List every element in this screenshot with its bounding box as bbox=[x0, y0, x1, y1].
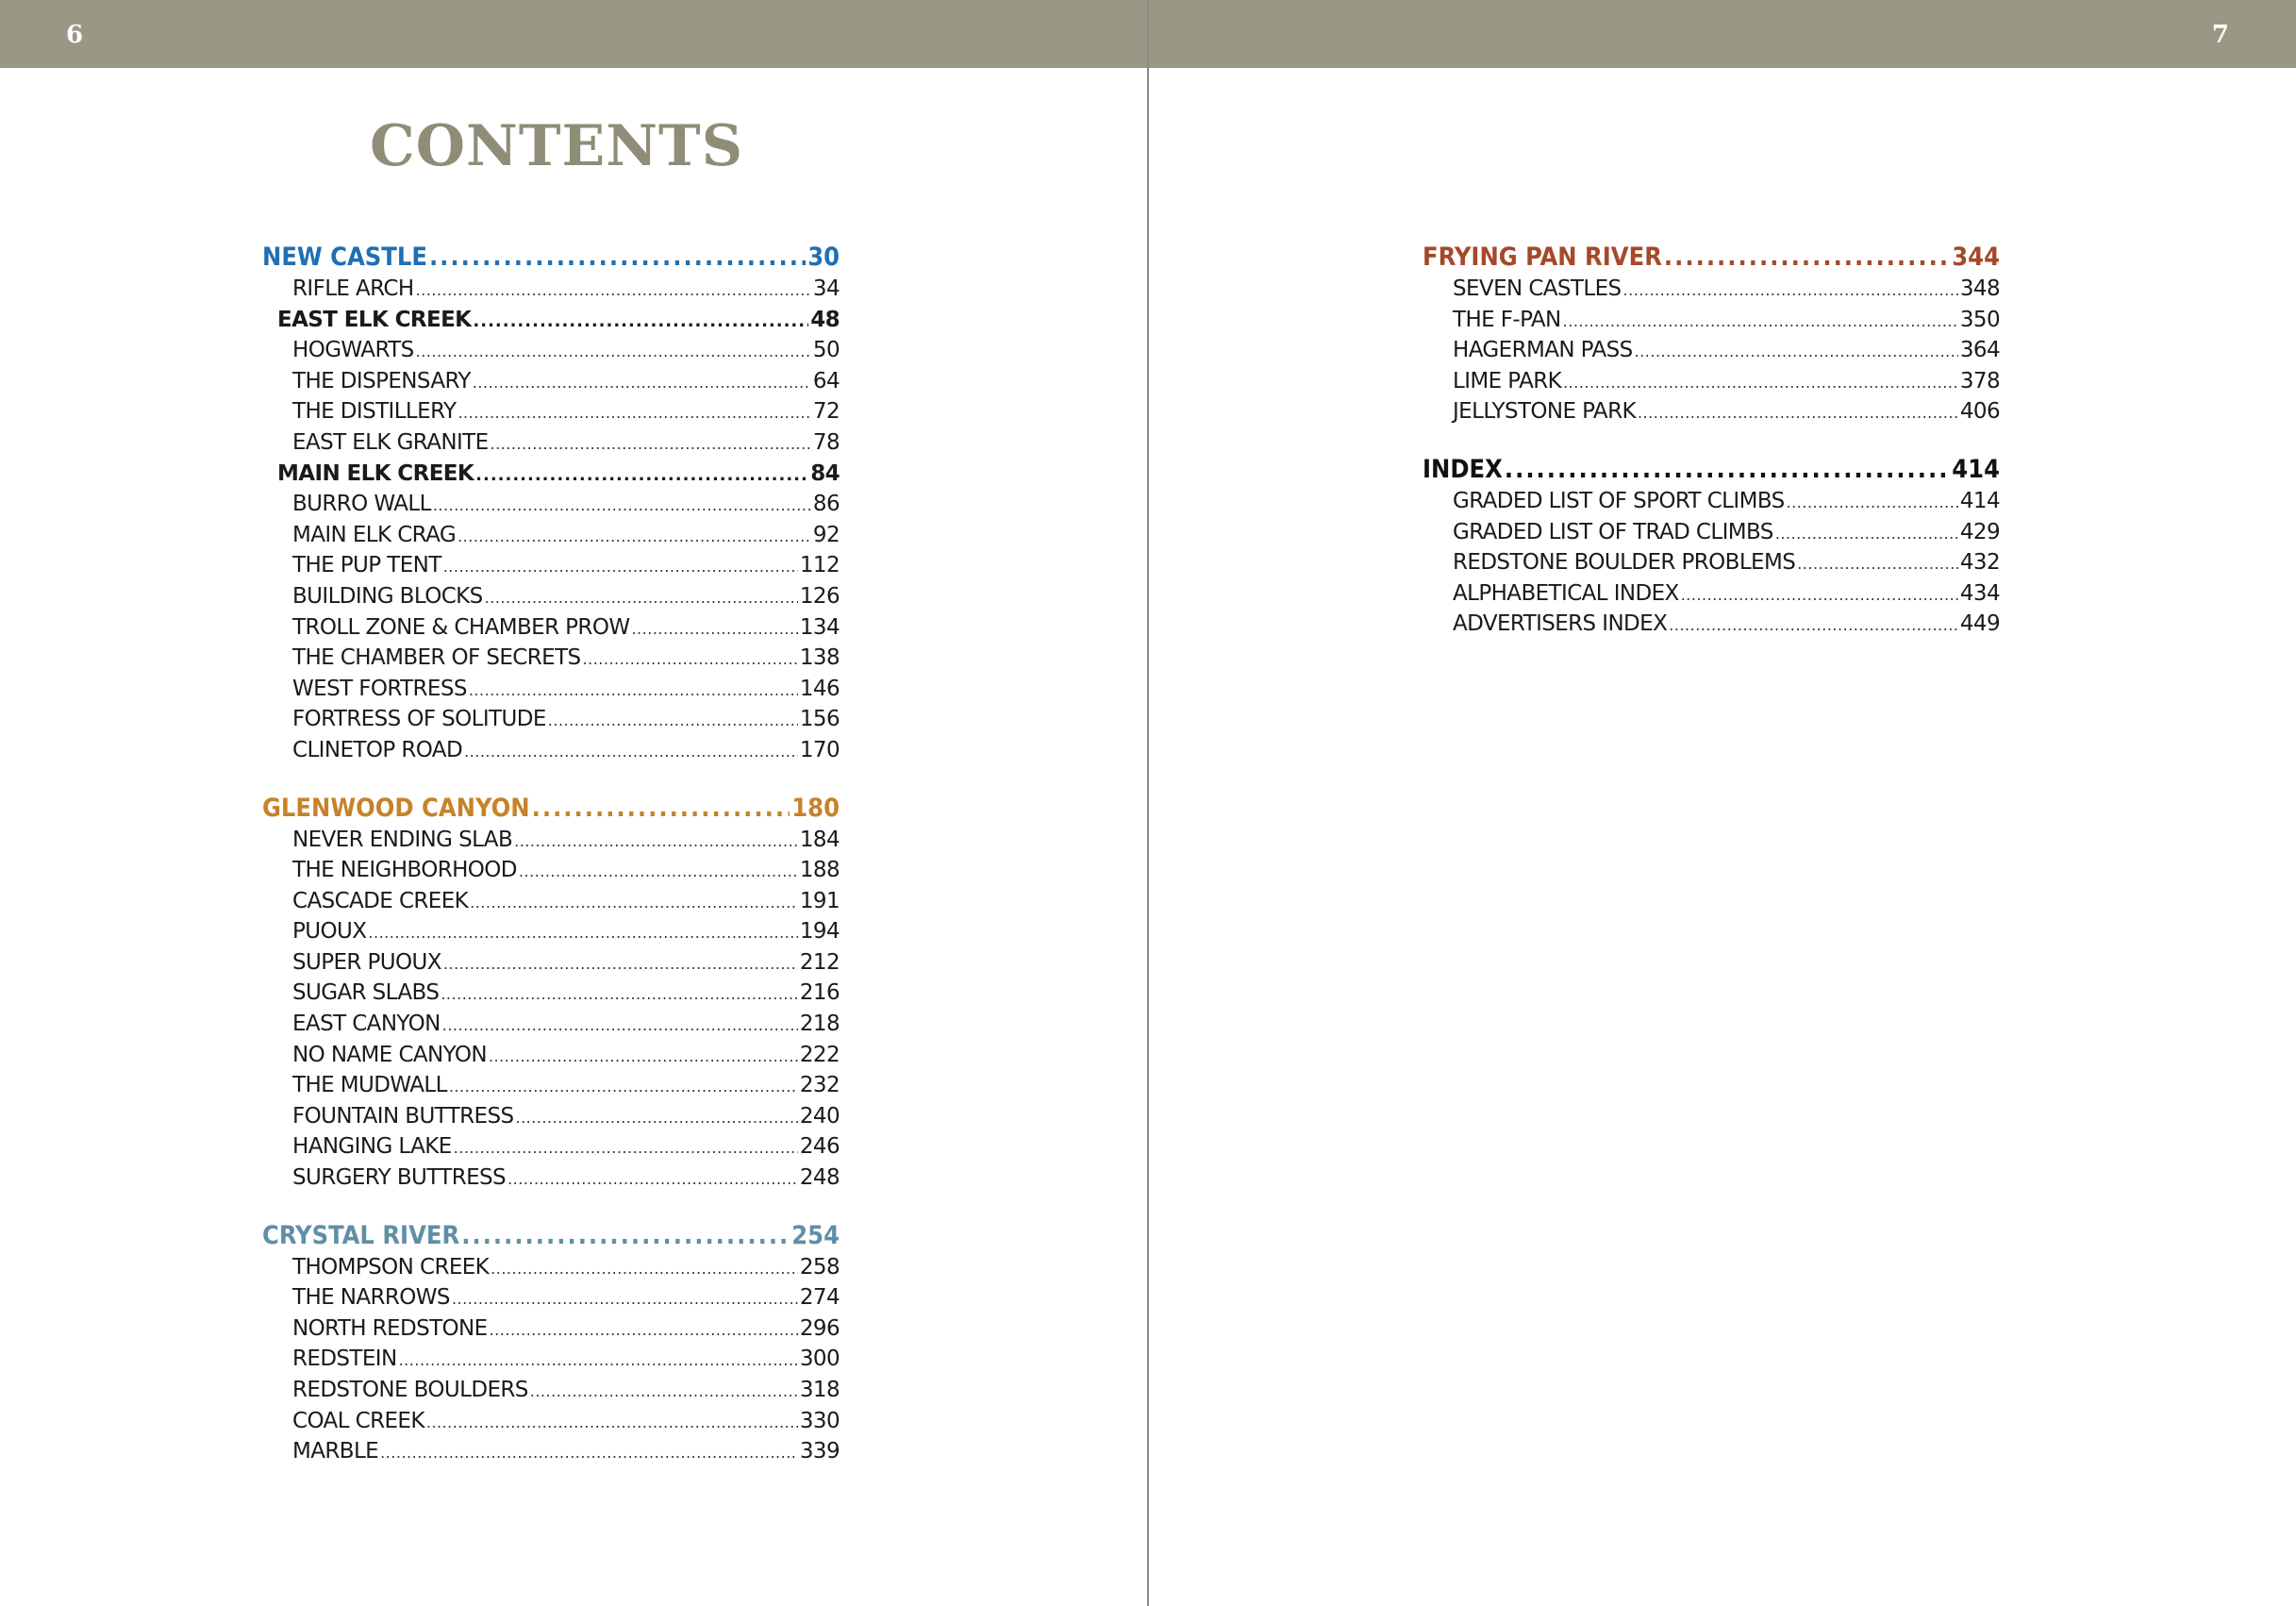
entry-page-number: 429 bbox=[1959, 519, 2000, 544]
dot-leader bbox=[532, 792, 790, 826]
entry-page-number: 296 bbox=[799, 1315, 840, 1341]
toc-entry-redstone-boulder-problems[interactable] bbox=[1423, 548, 2000, 579]
entry-page-number: 78 bbox=[812, 429, 840, 455]
entry-label: THE CHAMBER OF SECRETS bbox=[292, 645, 581, 671]
entry-page-number: 194 bbox=[799, 919, 840, 945]
entry-label: INDEX bbox=[1423, 454, 1503, 484]
dot-leader bbox=[1563, 308, 1958, 337]
entry-label: JELLYSTONE PARK bbox=[1453, 399, 1636, 425]
entry-label: MARBLE bbox=[292, 1439, 379, 1464]
entry-page-number: 216 bbox=[799, 980, 840, 1006]
toc-entry-lime-park[interactable] bbox=[1423, 367, 2000, 398]
entry-page-number: 180 bbox=[791, 793, 840, 823]
entry-page-number: 84 bbox=[810, 460, 840, 486]
dot-leader bbox=[1669, 611, 1958, 641]
dot-leader bbox=[469, 677, 798, 706]
dot-leader bbox=[489, 1043, 798, 1072]
dot-leader bbox=[530, 1378, 798, 1407]
entry-page-number: 330 bbox=[799, 1408, 840, 1433]
dot-leader bbox=[473, 369, 811, 398]
entry-page-number: 156 bbox=[799, 707, 840, 732]
entry-label: FRYING PAN RIVER bbox=[1423, 243, 1662, 272]
entry-page-number: 300 bbox=[799, 1347, 840, 1372]
entry-page-number: 434 bbox=[1959, 580, 2000, 606]
entry-label: REDSTEIN bbox=[292, 1347, 397, 1372]
toc-heading-new-castle[interactable] bbox=[262, 241, 840, 275]
left-page bbox=[0, 0, 1147, 1606]
dot-leader bbox=[548, 707, 798, 736]
entry-page-number: 414 bbox=[1952, 454, 2000, 484]
toc-entry-the-f-pan[interactable] bbox=[1423, 306, 2000, 337]
toc-heading-index[interactable] bbox=[1423, 453, 2000, 487]
entry-page-number: 50 bbox=[812, 338, 840, 363]
dot-leader bbox=[416, 338, 811, 367]
entry-page-number: 86 bbox=[812, 492, 840, 517]
toc-entry-main-elk-crag[interactable] bbox=[262, 521, 840, 552]
entry-label: FORTRESS OF SOLITUDE bbox=[292, 707, 546, 732]
entry-page-number: 364 bbox=[1959, 338, 2000, 363]
toc-entry-the-neighborhood[interactable] bbox=[262, 856, 840, 887]
toc-entry-redstein[interactable] bbox=[262, 1345, 840, 1376]
entry-page-number: 348 bbox=[1959, 276, 2000, 301]
dot-leader bbox=[399, 1347, 798, 1376]
entry-label: WEST FORTRESS bbox=[292, 676, 467, 701]
entry-label: NORTH REDSTONE bbox=[292, 1315, 488, 1341]
toc-entry-hogwarts[interactable] bbox=[262, 336, 840, 367]
entry-label: GLENWOOD CANYON bbox=[262, 793, 530, 823]
entry-page-number: 146 bbox=[799, 676, 840, 701]
entry-label: THE PUP TENT bbox=[292, 553, 441, 578]
entry-page-number: 48 bbox=[810, 307, 840, 332]
entry-page-number: 350 bbox=[1959, 307, 2000, 332]
toc-entry-burro-wall[interactable] bbox=[262, 490, 840, 521]
dot-leader bbox=[368, 919, 797, 948]
entry-label: EAST ELK GRANITE bbox=[292, 429, 489, 455]
toc-entry-alphabetical-index[interactable] bbox=[1423, 579, 2000, 611]
dot-leader bbox=[1787, 489, 1958, 518]
dot-leader bbox=[449, 1073, 798, 1102]
toc-entry-coal-creek[interactable] bbox=[262, 1407, 840, 1438]
toc-entry-super-puoux[interactable] bbox=[262, 948, 840, 979]
dot-leader bbox=[491, 1255, 798, 1284]
dot-leader bbox=[583, 645, 798, 675]
toc-entry-seven-castles[interactable] bbox=[1423, 275, 2000, 306]
entry-page-number: 126 bbox=[799, 583, 840, 609]
entry-page-number: 318 bbox=[799, 1378, 840, 1402]
dot-leader bbox=[380, 1439, 798, 1468]
dot-leader bbox=[1505, 453, 1950, 487]
section-glenwood-canyon bbox=[262, 792, 840, 1195]
page-title: CONTENTS bbox=[369, 113, 744, 179]
entry-label: THE DISPENSARY bbox=[292, 368, 471, 393]
toc-entry-rifle-arch[interactable] bbox=[262, 275, 840, 306]
dot-leader bbox=[464, 738, 798, 767]
toc-entry-the-narrows[interactable] bbox=[262, 1283, 840, 1314]
entry-page-number: 414 bbox=[1959, 488, 2000, 513]
header-band bbox=[1149, 0, 2296, 68]
entry-page-number: 274 bbox=[799, 1285, 840, 1311]
dot-leader bbox=[491, 430, 811, 460]
dot-leader bbox=[458, 523, 811, 552]
dot-leader bbox=[443, 950, 798, 979]
toc-entry-hagerman-pass[interactable] bbox=[1423, 336, 2000, 367]
toc-right bbox=[1423, 241, 2000, 665]
entry-label: HANGING LAKE bbox=[292, 1134, 452, 1160]
entry-page-number: 191 bbox=[799, 888, 840, 913]
toc-entry-the-dispensary[interactable] bbox=[262, 367, 840, 398]
header-band bbox=[0, 0, 1147, 68]
page-number-left: 6 bbox=[66, 21, 85, 49]
dot-leader bbox=[1775, 520, 1958, 549]
entry-page-number: 240 bbox=[799, 1103, 840, 1129]
entry-page-number: 138 bbox=[799, 645, 840, 671]
toc-heading-frying-pan-river[interactable] bbox=[1423, 241, 2000, 275]
dot-leader bbox=[514, 828, 798, 857]
dot-leader bbox=[1623, 276, 1958, 306]
entry-label: GRADED LIST OF TRAD CLIMBS bbox=[1453, 519, 1773, 544]
entry-page-number: 64 bbox=[812, 368, 840, 393]
entry-label: RIFLE ARCH bbox=[292, 276, 414, 301]
toc-entry-redstone-boulders[interactable] bbox=[262, 1376, 840, 1407]
toc-entry-clinetop-road[interactable] bbox=[262, 736, 840, 767]
entry-label: TROLL ZONE & CHAMBER PROW bbox=[292, 614, 630, 640]
dot-leader bbox=[490, 1316, 798, 1346]
entry-label: THE DISTILLERY bbox=[292, 399, 457, 425]
dot-leader bbox=[1664, 241, 1950, 275]
toc-entry-the-distillery[interactable] bbox=[262, 397, 840, 428]
dot-leader bbox=[485, 584, 798, 613]
dot-leader bbox=[452, 1285, 798, 1314]
entry-page-number: 406 bbox=[1959, 399, 2000, 425]
entry-page-number: 184 bbox=[799, 827, 840, 852]
toc-entry-west-fortress[interactable] bbox=[262, 675, 840, 706]
entry-label: EAST CANYON bbox=[292, 1012, 441, 1037]
entry-label: COAL CREEK bbox=[292, 1408, 424, 1433]
dot-leader bbox=[1681, 581, 1958, 611]
entry-page-number: 34 bbox=[812, 276, 840, 301]
entry-label: SUPER PUOUX bbox=[292, 949, 441, 975]
entry-page-number: 248 bbox=[799, 1165, 840, 1191]
entry-label: ADVERTISERS INDEX bbox=[1453, 611, 1668, 637]
entry-label: NO NAME CANYON bbox=[292, 1042, 487, 1067]
toc-entry-the-pup-tent[interactable] bbox=[262, 551, 840, 582]
entry-label: SEVEN CASTLES bbox=[1453, 276, 1622, 301]
section-new-castle bbox=[262, 241, 840, 767]
entry-page-number: 112 bbox=[799, 553, 840, 578]
dot-leader bbox=[433, 492, 811, 521]
entry-label: THE NARROWS bbox=[292, 1285, 450, 1311]
dot-leader bbox=[1638, 399, 1958, 428]
dot-leader bbox=[1635, 338, 1958, 367]
entry-label: THE NEIGHBORHOOD bbox=[292, 858, 517, 883]
dot-leader bbox=[441, 980, 798, 1010]
entry-label: THOMPSON CREEK bbox=[292, 1254, 490, 1280]
entry-label: SUGAR SLABS bbox=[292, 980, 440, 1006]
toc-entry-cascade-creek[interactable] bbox=[262, 887, 840, 918]
entry-label: CASCADE CREEK bbox=[292, 888, 469, 913]
page-number-right: 7 bbox=[2211, 21, 2230, 49]
entry-page-number: 232 bbox=[799, 1073, 840, 1098]
toc-entry-the-chamber-of-secrets[interactable] bbox=[262, 644, 840, 675]
entry-label: THE MUDWALL bbox=[292, 1073, 447, 1098]
entry-label: CRYSTAL RIVER bbox=[262, 1220, 460, 1250]
toc-entry-marble[interactable] bbox=[262, 1437, 840, 1468]
toc-entry-east-elk-creek[interactable] bbox=[262, 306, 840, 337]
toc-entry-jellystone-park[interactable] bbox=[1423, 397, 2000, 428]
toc-entry-main-elk-creek[interactable] bbox=[262, 460, 840, 491]
section-frying-pan-river bbox=[1423, 241, 2000, 428]
entry-label: LIME PARK bbox=[1453, 368, 1562, 393]
dot-leader bbox=[475, 461, 808, 491]
entry-label: REDSTONE BOULDER PROBLEMS bbox=[1453, 550, 1796, 576]
entry-page-number: 378 bbox=[1959, 368, 2000, 393]
entry-page-number: 339 bbox=[799, 1439, 840, 1464]
entry-page-number: 170 bbox=[799, 737, 840, 762]
toc-left bbox=[262, 241, 840, 1493]
entry-label: BUILDING BLOCKS bbox=[292, 583, 483, 609]
section-crystal-river bbox=[262, 1219, 840, 1468]
entry-label: CLINETOP ROAD bbox=[292, 737, 463, 762]
entry-label: FOUNTAIN BUTTRESS bbox=[292, 1103, 514, 1129]
entry-page-number: 449 bbox=[1959, 611, 2000, 637]
entry-label: NEVER ENDING SLAB bbox=[292, 827, 513, 852]
section-index bbox=[1423, 453, 2000, 641]
entry-page-number: 344 bbox=[1952, 243, 2000, 272]
dot-leader bbox=[1563, 369, 1958, 398]
toc-entry-graded-list-of-trad-climbs[interactable] bbox=[1423, 518, 2000, 549]
toc-entry-never-ending-slab[interactable] bbox=[262, 826, 840, 857]
entry-page-number: 30 bbox=[807, 243, 840, 272]
entry-page-number: 134 bbox=[799, 614, 840, 640]
toc-entry-advertisers-index[interactable] bbox=[1423, 610, 2000, 641]
toc-heading-crystal-river[interactable] bbox=[262, 1219, 840, 1253]
dot-leader bbox=[458, 399, 810, 428]
entry-page-number: 254 bbox=[791, 1220, 840, 1250]
entry-label: SURGERY BUTTRESS bbox=[292, 1165, 507, 1191]
dot-leader bbox=[631, 615, 797, 644]
toc-heading-glenwood-canyon[interactable] bbox=[262, 792, 840, 826]
entry-label: MAIN ELK CREEK bbox=[277, 460, 474, 486]
right-page bbox=[1149, 0, 2296, 1606]
entry-label: HOGWARTS bbox=[292, 338, 414, 363]
entry-page-number: 212 bbox=[799, 949, 840, 975]
toc-entry-graded-list-of-sport-climbs[interactable] bbox=[1423, 487, 2000, 518]
dot-leader bbox=[461, 1219, 790, 1253]
entry-label: PUOUX bbox=[292, 919, 367, 945]
entry-label: GRADED LIST OF SPORT CLIMBS bbox=[1453, 488, 1785, 513]
toc-entry-hanging-lake[interactable] bbox=[262, 1132, 840, 1163]
entry-label: ALPHABETICAL INDEX bbox=[1453, 580, 1679, 606]
entry-label: BURRO WALL bbox=[292, 492, 431, 517]
dot-leader bbox=[443, 553, 798, 582]
toc-entry-surgery-buttress[interactable] bbox=[262, 1163, 840, 1195]
dot-leader bbox=[473, 308, 808, 337]
entry-page-number: 432 bbox=[1959, 550, 2000, 576]
dot-leader bbox=[416, 276, 811, 306]
entry-label: HAGERMAN PASS bbox=[1453, 338, 1633, 363]
toc-entry-east-canyon[interactable] bbox=[262, 1010, 840, 1041]
toc-entry-puoux[interactable] bbox=[262, 917, 840, 948]
dot-leader bbox=[516, 1104, 798, 1133]
dot-leader bbox=[426, 1409, 798, 1438]
dot-leader bbox=[507, 1165, 798, 1195]
dot-leader bbox=[429, 241, 806, 275]
entry-label: EAST ELK CREEK bbox=[277, 307, 472, 332]
dot-leader bbox=[519, 858, 798, 887]
dot-leader bbox=[1797, 550, 1958, 579]
entry-page-number: 218 bbox=[799, 1012, 840, 1037]
toc-entry-thompson-creek[interactable] bbox=[262, 1253, 840, 1284]
toc-entry-fortress-of-solitude[interactable] bbox=[262, 705, 840, 736]
entry-page-number: 92 bbox=[812, 522, 840, 547]
toc-entry-sugar-slabs[interactable] bbox=[262, 979, 840, 1010]
entry-page-number: 258 bbox=[799, 1254, 840, 1280]
toc-entry-the-mudwall[interactable] bbox=[262, 1071, 840, 1102]
dot-leader bbox=[470, 889, 798, 918]
entry-label: REDSTONE BOULDERS bbox=[292, 1378, 528, 1402]
entry-label: MAIN ELK CRAG bbox=[292, 522, 457, 547]
toc-entry-building-blocks[interactable] bbox=[262, 582, 840, 613]
entry-label: NEW CASTLE bbox=[262, 243, 427, 272]
toc-entry-north-redstone[interactable] bbox=[262, 1314, 840, 1346]
toc-entry-fountain-buttress[interactable] bbox=[262, 1102, 840, 1133]
toc-entry-no-name-canyon[interactable] bbox=[262, 1041, 840, 1072]
dot-leader bbox=[442, 1012, 798, 1041]
toc-entry-east-elk-granite[interactable] bbox=[262, 428, 840, 460]
toc-entry-troll-zone-and-chamber-prow[interactable] bbox=[262, 613, 840, 644]
entry-page-number: 246 bbox=[799, 1134, 840, 1160]
entry-label: THE F-PAN bbox=[1453, 307, 1561, 332]
entry-page-number: 222 bbox=[799, 1042, 840, 1067]
dot-leader bbox=[454, 1134, 798, 1163]
entry-page-number: 188 bbox=[799, 858, 840, 883]
entry-page-number: 72 bbox=[812, 399, 840, 425]
